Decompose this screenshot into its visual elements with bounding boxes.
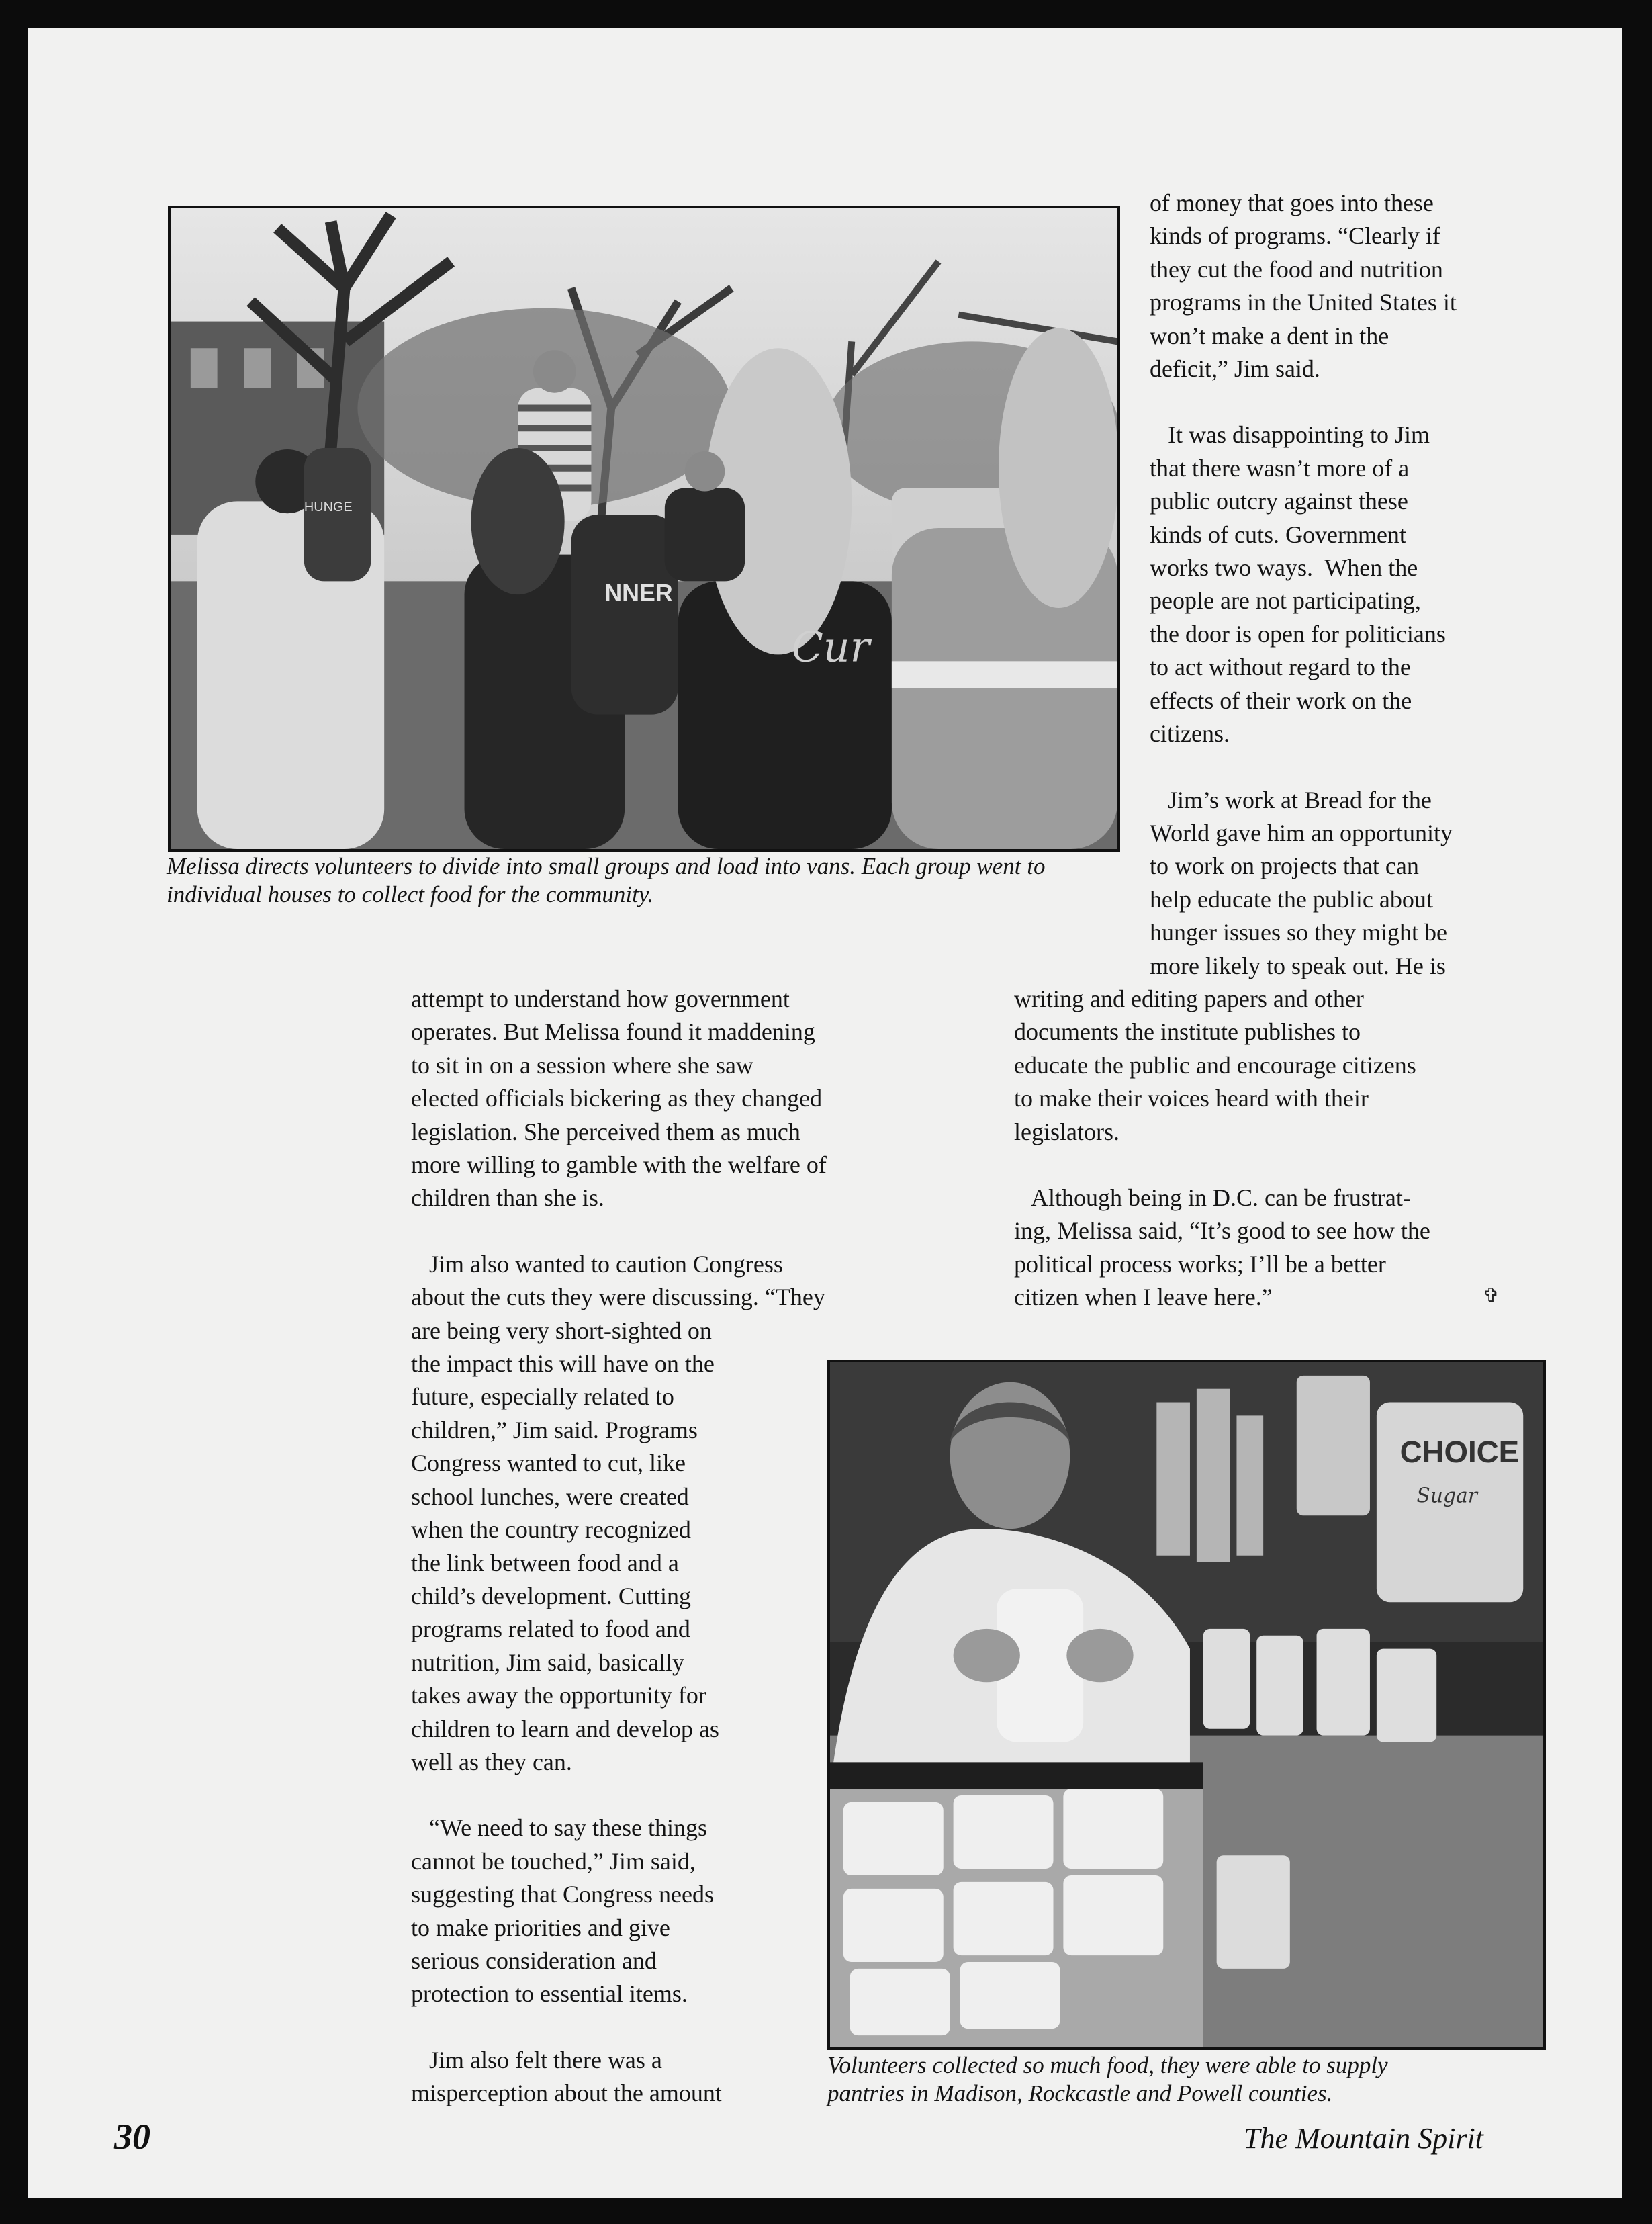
text-line: political process works; I’ll be a better	[1014, 1250, 1386, 1278]
text-line: school lunches, were created	[411, 1482, 689, 1510]
text-line: more likely to speak out. He is	[1150, 952, 1446, 979]
text-line: nutrition, Jim said, basically	[411, 1648, 684, 1676]
caption-top-line: individual houses to collect food for the community.	[167, 881, 654, 907]
text-line: public outcry against these	[1150, 488, 1408, 515]
text-line: “We need to say these things	[411, 1814, 707, 1842]
caption-top-line: Melissa directs volunteers to divide into small groups and load into vans. Each group went to	[167, 853, 1046, 879]
text-line: misperception about the amount	[411, 2080, 722, 2107]
text-line: World gave him an opportunity	[1150, 819, 1453, 846]
text-line: protection to essential items.	[411, 1980, 688, 2008]
text-line: people are not participating,	[1150, 587, 1421, 615]
text-line: operates. But Melissa found it maddening	[411, 1018, 815, 1046]
sugar-label-lettering: Sugar	[1416, 1484, 1478, 1508]
sweatshirt-lettering: HUNGE	[304, 500, 353, 515]
text-line: more willing to gamble with the welfare of	[411, 1151, 827, 1179]
text-line: are being very short-sighted on	[411, 1317, 712, 1344]
column-mid-right	[1014, 983, 1430, 1315]
text-line: deficit,” Jim said.	[1150, 355, 1320, 383]
caption-bottom	[827, 2051, 1388, 2108]
text-line: children to learn and develop as	[411, 1715, 719, 1742]
text-line: Congress wanted to cut, like	[411, 1450, 686, 1477]
photo-volunteer-sorting-food	[827, 1360, 1546, 2050]
column-left	[411, 983, 827, 2110]
text-line: future, especially related to	[411, 1383, 674, 1411]
text-line: when the country recognized	[411, 1516, 691, 1544]
text-line: help educate the public about	[1150, 885, 1433, 913]
text-line: to act without regard to the	[1150, 654, 1411, 681]
text-line: legislation. She perceived them as much	[411, 1118, 800, 1145]
text-line: well as they can.	[411, 1748, 572, 1775]
text-line: to make priorities and give	[411, 1914, 670, 1941]
text-line: documents the institute publishes to	[1014, 1018, 1361, 1046]
text-line: won’t make a dent in the	[1150, 322, 1389, 349]
text-line: legislators.	[1014, 1118, 1119, 1145]
text-line: suggesting that Congress needs	[411, 1881, 714, 1908]
text-line: It was disappointing to Jim	[1150, 421, 1430, 449]
jacket-script-lettering: Cur	[791, 623, 870, 672]
text-line: Jim’s work at Bread for the	[1150, 786, 1432, 813]
text-line: child’s development. Cutting	[411, 1582, 691, 1609]
text-line: the link between food and a	[411, 1549, 679, 1576]
text-line: programs related to food and	[411, 1615, 690, 1643]
text-line: to sit in on a session where she saw	[411, 1051, 753, 1079]
text-line: to work on projects that can	[1150, 852, 1419, 880]
caption-bottom-line: Volunteers collected so much food, they were able to supply	[827, 2052, 1388, 2078]
text-line: that there wasn’t more of a	[1150, 454, 1410, 482]
magazine-page	[28, 28, 1622, 2198]
text-line: effects of their work on the	[1150, 686, 1412, 714]
end-mark-icon: ✞	[1483, 1284, 1500, 1308]
text-line: children,” Jim said. Programs	[411, 1416, 698, 1443]
photo-volunteers-outdoors	[168, 206, 1120, 852]
text-line: cannot be touched,” Jim said,	[411, 1847, 696, 1875]
caption-top	[167, 852, 1046, 909]
text-line: about the cuts they were discussing. “They	[411, 1284, 825, 1311]
publication-name: The Mountain Spirit	[1244, 2122, 1483, 2155]
text-line: works two ways. When the	[1150, 554, 1418, 582]
text-line: attempt to understand how government	[411, 985, 790, 1012]
text-line: kinds of cuts. Government	[1150, 521, 1406, 548]
text-line: citizens.	[1150, 720, 1230, 748]
text-line: children than she is.	[411, 1184, 604, 1212]
column-top-right	[1150, 187, 1457, 983]
text-line: the door is open for politicians	[1150, 620, 1446, 648]
jacket-lettering: NNER	[604, 580, 673, 607]
page-number: 30	[114, 2117, 150, 2157]
text-line: ing, Melissa said, “It’s good to see how the	[1014, 1217, 1430, 1245]
sugar-brand-lettering: CHOICE	[1399, 1434, 1520, 1469]
text-line: programs in the United States it	[1150, 289, 1457, 316]
text-line: kinds of programs. “Clearly if	[1150, 222, 1440, 250]
text-line: Although being in D.C. can be frustrat-	[1014, 1184, 1411, 1212]
text-line: Jim also felt there was a	[411, 2046, 662, 2074]
text-line: citizen when I leave here.”	[1014, 1284, 1273, 1311]
text-line: they cut the food and nutrition	[1150, 255, 1443, 283]
text-line: elected officials bickering as they changed	[411, 1085, 823, 1112]
text-line: serious consideration and	[411, 1947, 657, 1974]
caption-bottom-line: pantries in Madison, Rockcastle and Powell counties.	[827, 2080, 1333, 2106]
text-line: Jim also wanted to caution Congress	[411, 1250, 783, 1278]
text-line: of money that goes into these	[1150, 189, 1434, 216]
text-line: writing and editing papers and other	[1014, 985, 1364, 1012]
text-line: takes away the opportunity for	[411, 1682, 706, 1709]
text-line: the impact this will have on the	[411, 1350, 715, 1378]
text-line: hunger issues so they might be	[1150, 919, 1447, 946]
text-line: to make their voices heard with their	[1014, 1085, 1369, 1112]
text-line: educate the public and encourage citizens	[1014, 1051, 1416, 1079]
